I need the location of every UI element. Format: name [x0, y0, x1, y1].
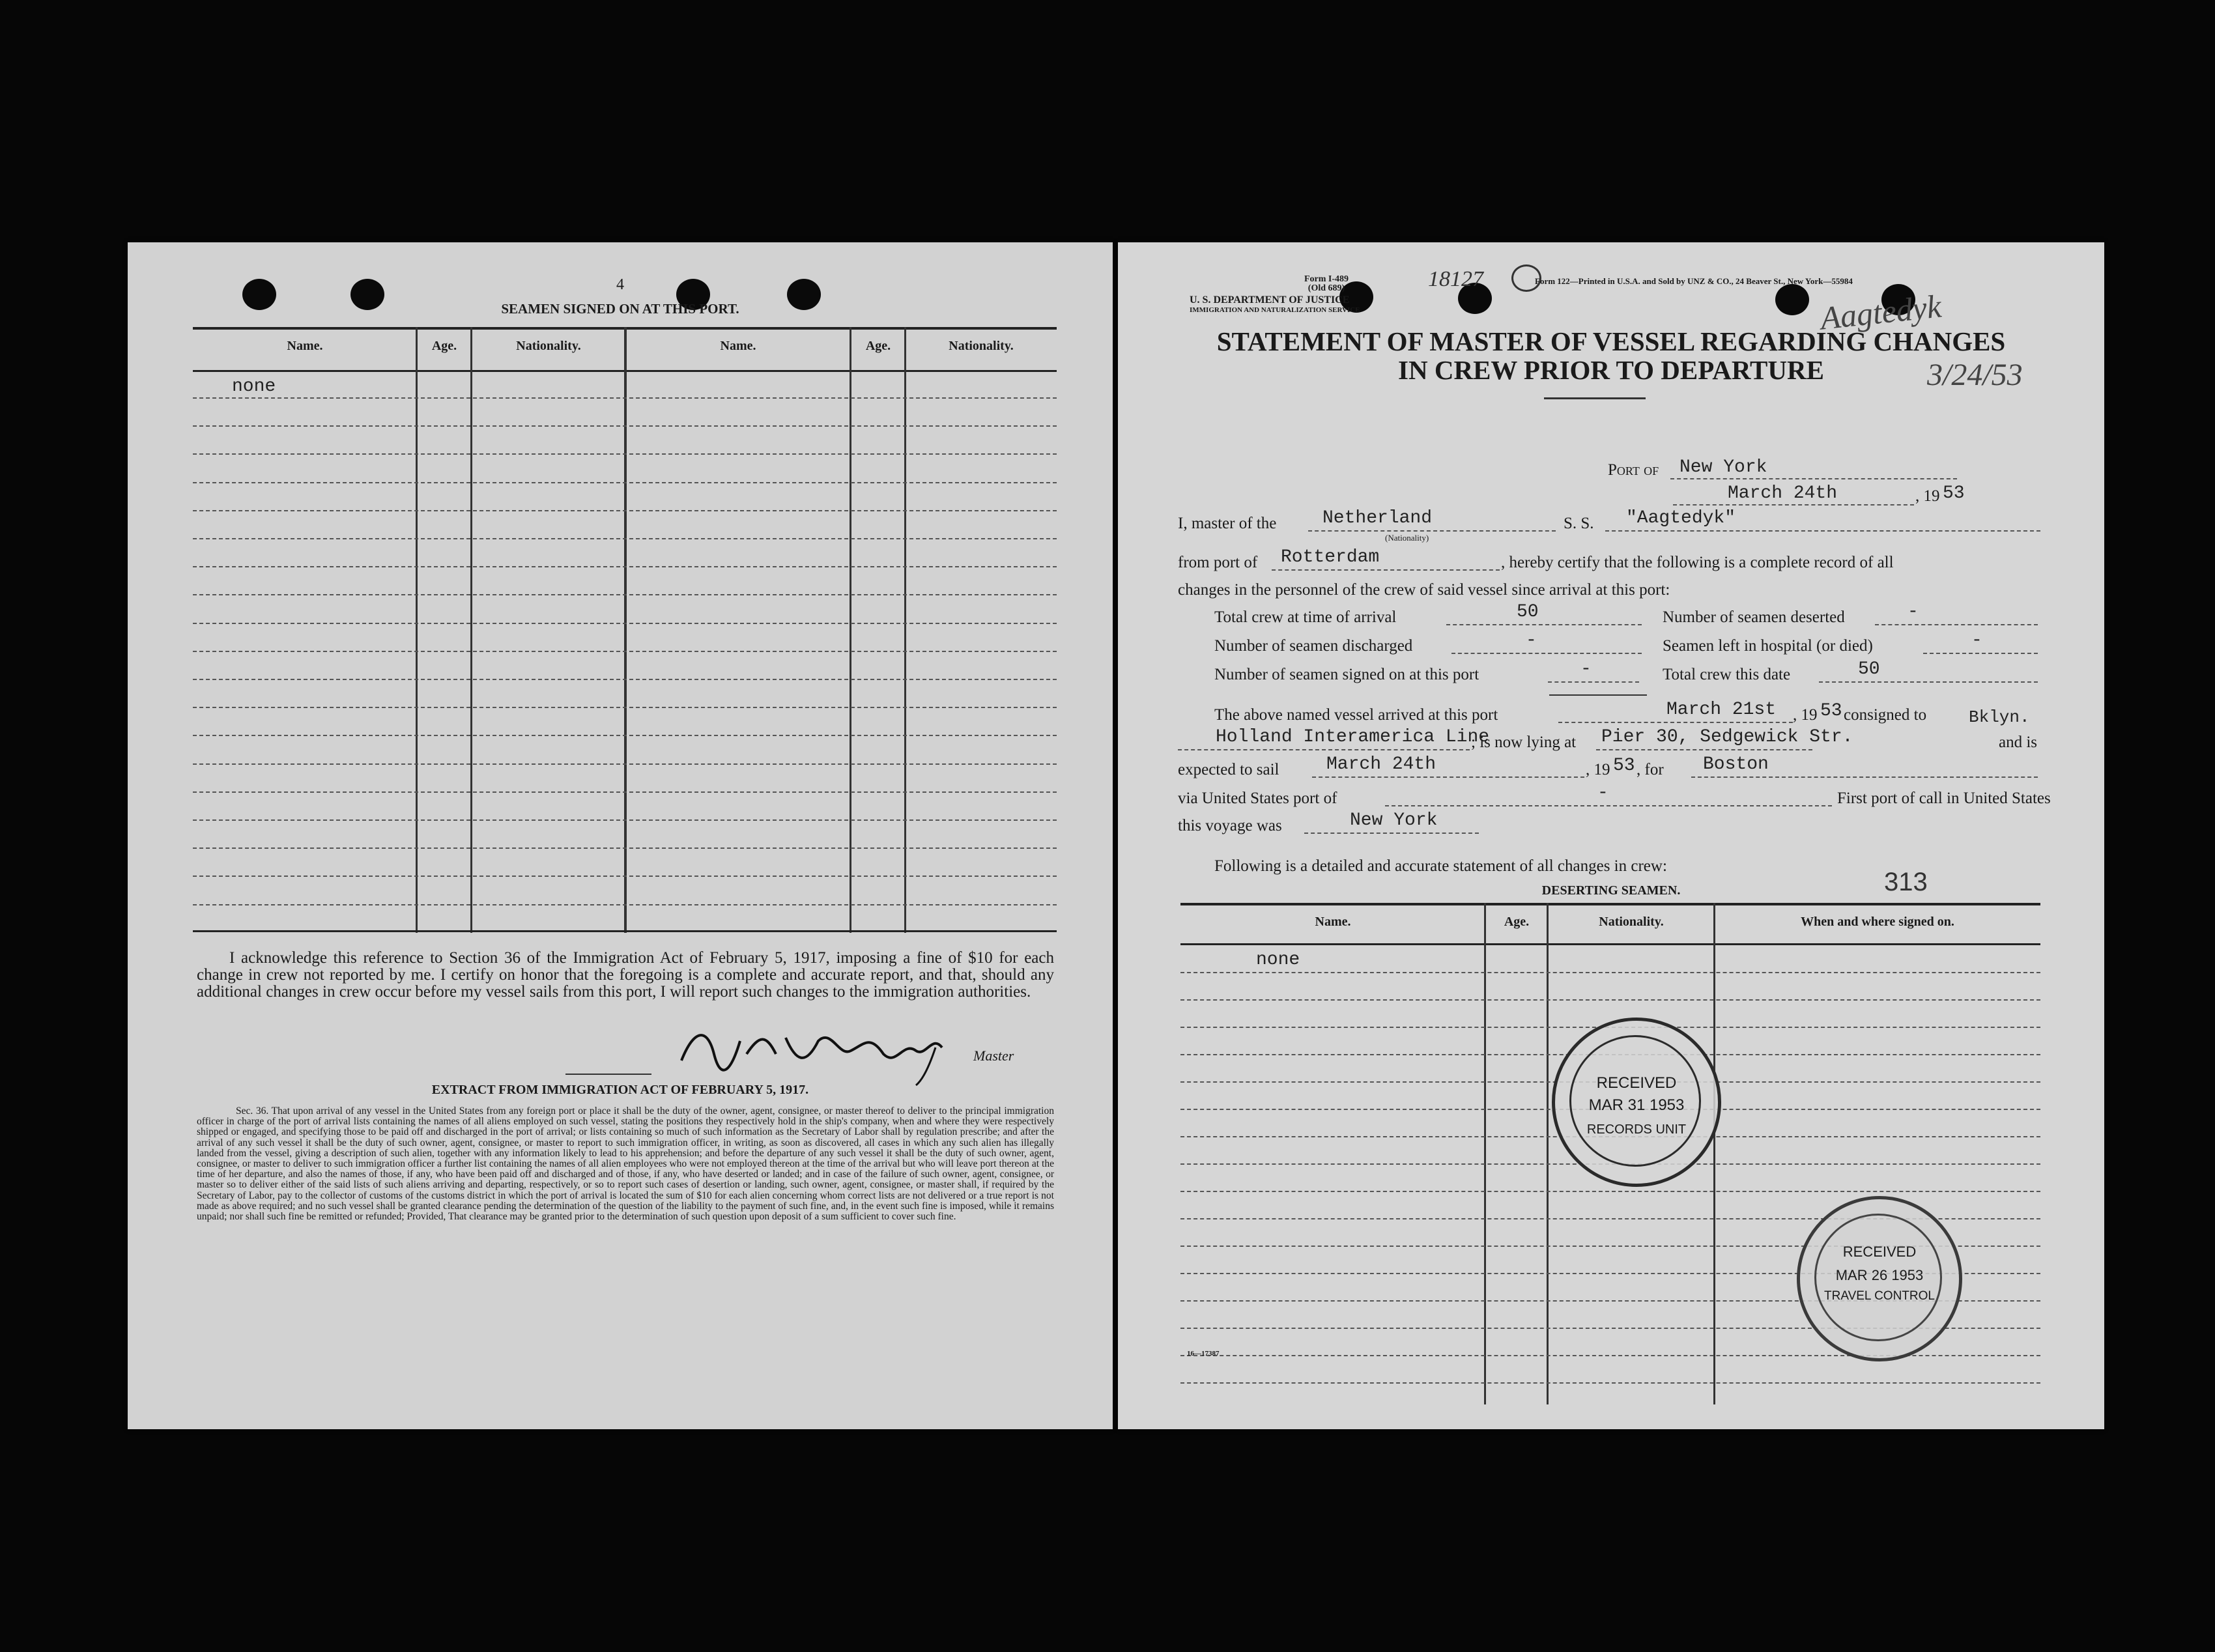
- table-row: [193, 594, 1057, 595]
- col-age: Age.: [1504, 915, 1530, 929]
- total-arrival-value: 50: [1517, 602, 1539, 622]
- table-row: [1180, 999, 2040, 1001]
- deserted-field: [1875, 605, 2038, 625]
- acknowledgment-text: I acknowledge this reference to Section 36 of the Immigration Act of February 5, 1917, imposing a fine of $10 for each change in crew not reported by me. I certify on honor that the foregoing is a complete and accurate report, and that, should any additional changes in crew occur before my vessel sails from this port, I will report such changes to the immigration authorities.: [197, 949, 1054, 1001]
- from-port-label: from port of: [1178, 554, 1258, 571]
- deserted-label: Number of seamen deserted: [1663, 608, 1845, 626]
- table-row: [193, 397, 1057, 399]
- ship-value: "Aagtedyk": [1626, 508, 1736, 528]
- total-date-field: [1819, 662, 2038, 683]
- handwritten-number: 18127: [1428, 267, 1483, 291]
- table-row: [193, 735, 1057, 736]
- divider: [565, 1074, 651, 1075]
- department: U. S. DEPARTMENT OF JUSTICE: [1190, 294, 1350, 306]
- form-number: Form I-489: [1304, 274, 1349, 284]
- table-row: [1180, 1191, 2040, 1192]
- table-row: [193, 566, 1057, 567]
- form-old: (Old 689): [1308, 283, 1345, 293]
- table-row: [193, 904, 1057, 905]
- divider: [1549, 694, 1647, 696]
- handwritten-313: 313: [1884, 868, 1928, 896]
- right-page: [1118, 242, 2104, 1429]
- col-age: Age.: [431, 339, 457, 353]
- arrived-label: The above named vessel arrived at this port: [1214, 706, 1498, 724]
- col-when-where: When and where signed on.: [1801, 915, 1954, 929]
- table-row: [193, 453, 1057, 455]
- sail-year-prefix: , 19: [1586, 761, 1610, 778]
- received-stamp-records: [1552, 1018, 1721, 1187]
- table-row: [1180, 972, 2040, 973]
- handwritten-date: 3/24/53: [1927, 358, 2023, 392]
- consignee-value: Holland Interamerica Line: [1216, 727, 1490, 747]
- hospital-value: -: [1971, 631, 1982, 651]
- table-row: [193, 707, 1057, 708]
- stamp2-line3: TRAVEL CONTROL: [1824, 1289, 1935, 1303]
- total-date-value: 50: [1858, 659, 1880, 679]
- deserted-value: -: [1908, 602, 1919, 622]
- divider: [1544, 397, 1646, 399]
- nationality-value: Netherland: [1322, 508, 1433, 528]
- master-label: Master: [973, 1047, 1014, 1064]
- via-field: [1385, 786, 1832, 806]
- destination-value: Boston: [1703, 754, 1769, 775]
- total-date-label: Total crew this date: [1663, 666, 1791, 683]
- via-label: via United States port of: [1178, 790, 1337, 807]
- arrived-value: March 21st: [1666, 700, 1777, 720]
- title-line-1: STATEMENT OF MASTER OF VESSEL REGARDING CHANGES: [1216, 326, 2006, 356]
- printer-note: Form 122—Printed in U.S.A. and Sold by UNZ & CO., 24 Beaver St., New York—55984: [1535, 276, 1853, 286]
- form-number-block: [1261, 275, 1392, 293]
- master-label: I, master of the: [1178, 515, 1277, 532]
- signed-on-label: Number of seamen signed on at this port: [1214, 666, 1479, 683]
- stamp1-line3: RECORDS UNIT: [1586, 1122, 1687, 1137]
- for-label: , for: [1636, 761, 1664, 778]
- entry-none: none: [232, 377, 276, 397]
- arrived-year-prefix: , 19: [1793, 706, 1818, 724]
- col-nationality: Nationality.: [949, 339, 1014, 353]
- discharged-label: Number of seamen discharged: [1214, 637, 1413, 655]
- sail-value: March 24th: [1326, 754, 1436, 775]
- deserting-title: DESERTING SEAMEN.: [1541, 883, 1681, 898]
- from-port-value: Rotterdam: [1281, 547, 1380, 567]
- col-name: Name.: [287, 339, 323, 353]
- voyage-label: this voyage was: [1178, 817, 1282, 834]
- table-row: [193, 819, 1057, 821]
- page-number: 4: [616, 276, 624, 293]
- year-value: 53: [1943, 483, 1965, 504]
- extract-title: EXTRACT FROM IMMIGRATION ACT OF FEBRUARY 5, 1917.: [431, 1083, 809, 1097]
- table-row: [193, 651, 1057, 652]
- punch-hole: [1775, 284, 1809, 315]
- table-row: [193, 510, 1057, 511]
- stamp1-line1: RECEIVED: [1596, 1074, 1677, 1092]
- date-value: March 24th: [1728, 483, 1838, 504]
- signed-on-field: [1548, 662, 1639, 683]
- signed-on-value: -: [1580, 659, 1592, 679]
- discharged-value: -: [1526, 631, 1537, 651]
- handwritten-ship: Aagtedyk: [1818, 287, 1943, 337]
- certify-text: , hereby certify that the following is a complete record of all: [1501, 554, 1894, 571]
- table-row: [193, 791, 1057, 793]
- entry-none: none: [1256, 950, 1300, 970]
- extract-text: Sec. 36. That upon arrival of any vessel in the United States from any foreign port or place it shall be the duty of the owner, agent, consignee, or master thereof to deliver to the principal immigration officer in charge of the port of arrival lists containing the names of all aliens employed on such vessel, stating the positions they respectively hold in the ship's company, when and where they were respectively shipped or engaged, and specifying those to be paid off and discharged in the port of arrival; or lists containing so much of such information as the Secretary of Labor shall by regulation prescribe; and after the arrival of any such vessel it shall be the duty of such owner, agent, consignee, or master to report to such immigration officer, in writing, as soon as discovered, all cases in which any such alien has illegally landed from the vessel, giving a description of such alien, together with any information likely to lead to his apprehension; and before the departure of any such vessel it shall be the duty of such owner, agent, consignee, or master to deliver to such immigration officer a further list containing the names of all alien employees who were not employed thereon at the time of the arrival but who will leave port thereon at the time of her departure, and also the names of those, if any, who have been paid off and discharged and of those, if any, who have deserted or landed; and in case of the failure of such owner, agent, consignee, or master so to deliver either of the said lists of such aliens arriving and departing, respectively, or so to report such cases of desertion or landing, such owner, agent, consignee, or master shall, if required by the Secretary of Labor, pay to the collector of customs of the customs district in which the port of arrival is located the sum of $10 for each alien concerning whom correct lists are not delivered or a true report is not made as above required; and no such vessel shall be granted clearance pending the determination of the question of the liability to the payment of such fine, and, in the event such fine is imposed, while it remains unpaid; nor shall such fine be remitted or refunded; Provided, That clearance may be granted prior to the determination of such question upon deposit of a sum sufficient to cover such fine.: [197, 1105, 1054, 1223]
- sail-year: 53: [1613, 756, 1635, 776]
- table-row: [1180, 1355, 2040, 1356]
- received-stamp-travel: [1797, 1196, 1962, 1361]
- port-of-value: New York: [1679, 457, 1767, 477]
- col-age: Age.: [865, 339, 891, 353]
- table-row: [193, 763, 1057, 765]
- stamp2-line1: RECEIVED: [1842, 1244, 1917, 1260]
- expected-label: expected to sail: [1178, 761, 1279, 778]
- table-row: [193, 847, 1057, 849]
- voyage-value: New York: [1350, 810, 1438, 831]
- year-prefix: , 19: [1915, 487, 1940, 505]
- col-name: Name.: [720, 339, 756, 353]
- ss-label: S. S.: [1564, 515, 1594, 532]
- first-port-label: First port of call in United States: [1837, 790, 2051, 807]
- total-arrival-label: Total crew at time of arrival: [1214, 608, 1397, 626]
- col-name: Name.: [1315, 915, 1351, 929]
- footer-code: 16—17387: [1187, 1350, 1220, 1358]
- table-row: [1180, 1382, 2040, 1384]
- left-page: [128, 242, 1113, 1429]
- table-row: [193, 482, 1057, 483]
- seamen-signed-on-table: [193, 327, 1057, 933]
- following-text: Following is a detailed and accurate statement of all changes in crew:: [1214, 857, 1667, 875]
- lying-label: ; is now lying at: [1471, 733, 1577, 751]
- table-row: [193, 623, 1057, 624]
- certify-text-2: changes in the personnel of the crew of said vessel since arrival at this port:: [1178, 581, 1670, 599]
- port-of-label: Port of: [1608, 461, 1659, 479]
- nationality-caption: (Nationality): [1385, 533, 1429, 543]
- and-is-label: and is: [1999, 733, 2038, 751]
- col-nationality: Nationality.: [516, 339, 581, 353]
- pier-value: Pier 30, Sedgewick Str.: [1601, 727, 1853, 747]
- stamp1-line2: MAR 31 1953: [1588, 1096, 1685, 1114]
- discharged-field: [1451, 633, 1642, 654]
- table-row: [193, 538, 1057, 539]
- service: IMMIGRATION AND NATURALIZATION SERVICE: [1190, 306, 1360, 314]
- total-arrival-field: [1446, 605, 1642, 625]
- stamp2-line2: MAR 26 1953: [1835, 1267, 1924, 1283]
- via-value: -: [1597, 783, 1608, 803]
- arrived-year: 53: [1820, 701, 1842, 721]
- table-row: [193, 425, 1057, 427]
- table-row: [193, 876, 1057, 877]
- hospital-label: Seamen left in hospital (or died): [1663, 637, 1873, 655]
- title-line-2: IN CREW PRIOR TO DEPARTURE: [1398, 355, 1824, 385]
- bklyn-note: Bklyn.: [1969, 707, 2030, 727]
- col-nationality: Nationality.: [1599, 915, 1664, 929]
- section-title: SEAMEN SIGNED ON AT THIS PORT.: [501, 301, 739, 317]
- consigned-label: consigned to: [1844, 706, 1927, 724]
- table-row: [193, 679, 1057, 680]
- master-signature: [668, 1015, 981, 1087]
